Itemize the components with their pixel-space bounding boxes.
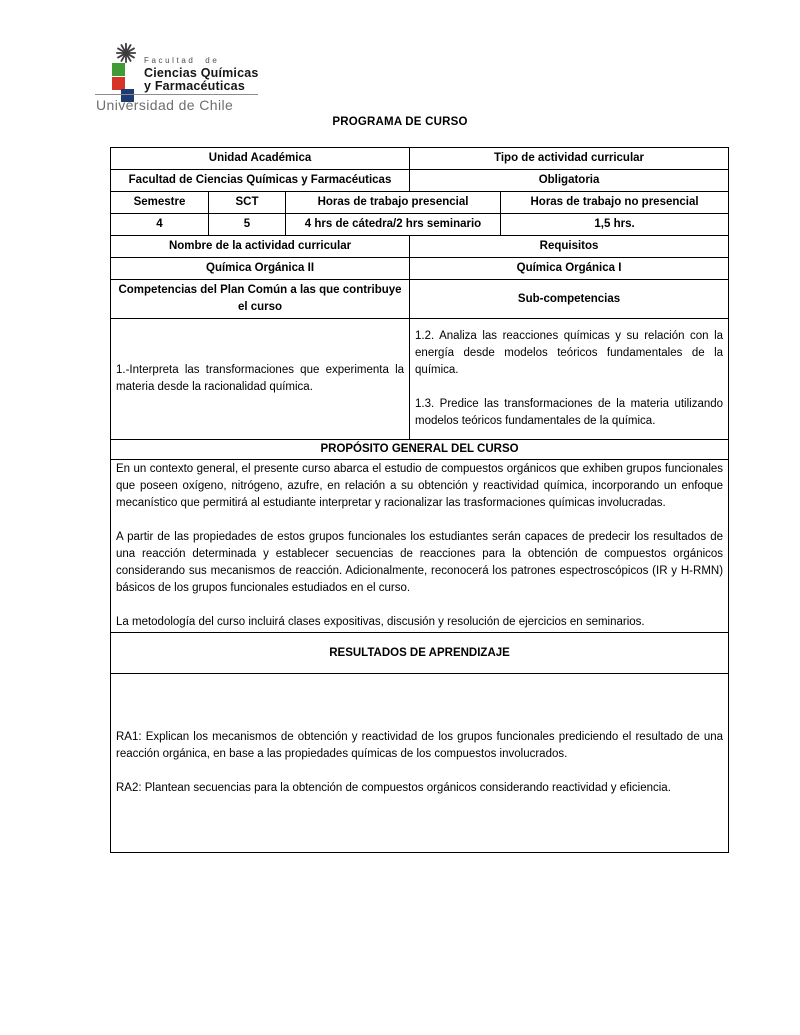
horas-no-presencial-value: 1,5 hrs. xyxy=(501,214,729,236)
proposito-paragraph: La metodología del curso incluirá clases expositivas, discusión y resolución de ejercicios en seminarios. xyxy=(116,616,645,628)
table-row xyxy=(111,192,729,214)
nombre-actividad-value: Química Orgánica II xyxy=(111,258,410,280)
table-row xyxy=(111,258,729,280)
semestre-value: 4 xyxy=(111,214,209,236)
unidad-academica-value: Facultad de Ciencias Químicas y Farmacéuticas xyxy=(111,170,410,192)
resultado-paragraph: RA1: Explican los mecanismos de obtención y reactividad de los grupos funcionales prediciendo el resultado de una reacción orgánica, en base a las propiedades químicas de los compuestos involucrados. xyxy=(116,731,724,760)
logo-faculty-name-line2: y Farmacéuticas xyxy=(144,79,245,93)
table-row xyxy=(111,170,729,192)
proposito-section-header: PROPÓSITO GENERAL DEL CURSO xyxy=(111,440,729,460)
logo-faculty-name-line1: Ciencias Químicas xyxy=(144,66,259,80)
resultado-paragraph: RA2: Plantean secuencias para la obtención de compuestos orgánicos considerando reactividad y eficiencia. xyxy=(116,782,671,794)
proposito-paragraph: A partir de las propiedades de estos grupos funcionales los estudiantes serán capaces de predecir los resultados de una reacción determinada y establecer secuencias de reacciones para la obtención de compuestos orgánicos considerando sus mecanismos de reacción. Adicionalmente, reconocerá los patrones espectroscópicos (IR y H-RMN) básicos de los grupos funcionales estudiados en el curso. xyxy=(116,531,724,594)
proposito-paragraph: En un contexto general, el presente curso abarca el estudio de compuestos orgánicos que exhiben grupos funcionales que poseen oxígeno, nitrógeno, azufre, en relación a su obtención y reactividad química, incorporando un enfoque mecanístico que permitirá al estudiante interpretar y racionalizar las trasformaciones químicas involucradas. xyxy=(116,463,724,509)
resultados-section-header: RESULTADOS DE APRENDIZAJE xyxy=(111,633,729,674)
requisitos-value: Química Orgánica I xyxy=(410,258,729,280)
table-row xyxy=(111,674,729,853)
nombre-actividad-header: Nombre de la actividad curricular xyxy=(111,236,410,258)
table-row xyxy=(111,319,729,440)
tipo-actividad-header: Tipo de actividad curricular xyxy=(410,148,729,170)
unidad-academica-header: Unidad Académica xyxy=(111,148,410,170)
semestre-header: Semestre xyxy=(111,192,209,214)
horas-presencial-value: 4 hrs de cátedra/2 hrs seminario xyxy=(286,214,501,236)
logo-green-square xyxy=(112,63,125,76)
tipo-actividad-value: Obligatoria xyxy=(410,170,729,192)
subcompetencia-item: 1.2. Analiza las reacciones químicas y su relación con la energía desde modelos teóricos fundamentales de la química. xyxy=(415,330,724,376)
requisitos-header: Requisitos xyxy=(410,236,729,258)
resultados-content xyxy=(111,674,729,853)
table-row xyxy=(111,440,729,460)
logo-university-name: Universidad de Chile xyxy=(96,97,234,113)
competencias-header: Competencias del Plan Común a las que contribuye el curso xyxy=(111,280,410,319)
table-row xyxy=(111,214,729,236)
sct-header: SCT xyxy=(209,192,286,214)
page-title: PROGRAMA DE CURSO xyxy=(332,116,468,128)
table-row xyxy=(111,633,729,674)
subcompetencia-item: 1.3. Predice las transformaciones de la materia utilizando modelos teóricos fundamentales de la química. xyxy=(415,398,724,427)
logo-facultad-text: Facultad de xyxy=(144,56,220,65)
competencias-value: 1.-Interpreta las transformaciones que experimenta la materia desde la racionalidad química. xyxy=(111,319,410,440)
horas-presencial-header: Horas de trabajo presencial xyxy=(286,192,501,214)
table-row xyxy=(111,280,729,319)
subcompetencias-value xyxy=(410,319,729,440)
course-program-table xyxy=(110,147,729,853)
proposito-content xyxy=(111,460,729,633)
table-row xyxy=(111,236,729,258)
horas-no-presencial-header: Horas de trabajo no presencial xyxy=(501,192,729,214)
subcompetencias-header: Sub-competencias xyxy=(410,280,729,319)
starburst-icon xyxy=(113,42,139,64)
table-row xyxy=(111,148,729,170)
table-row xyxy=(111,460,729,633)
logo-divider xyxy=(95,94,258,95)
sct-value: 5 xyxy=(209,214,286,236)
